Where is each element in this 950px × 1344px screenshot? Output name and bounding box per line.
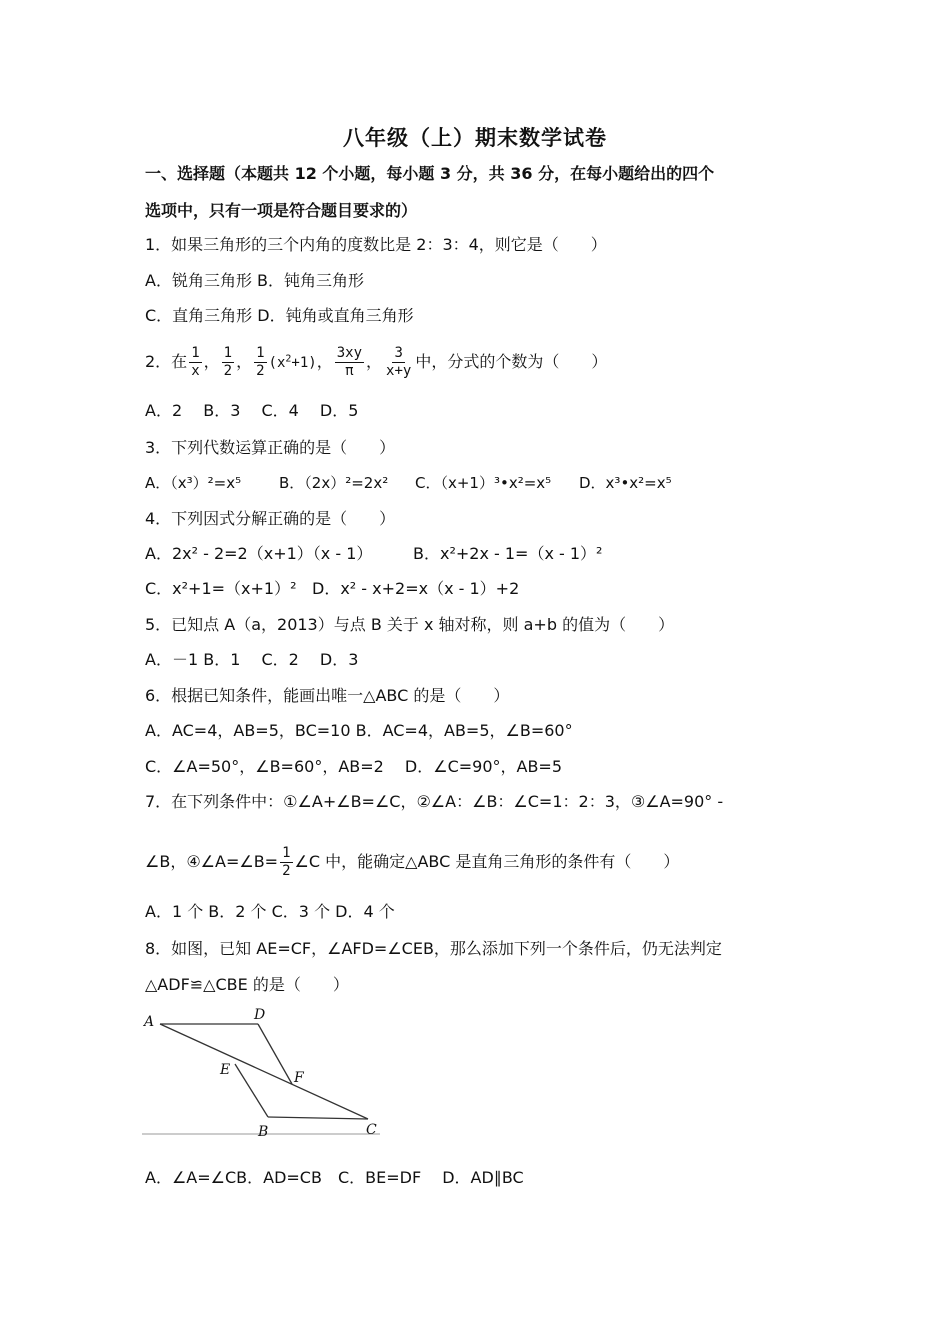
segment-AC	[160, 1024, 368, 1119]
separator: ，	[203, 352, 220, 371]
label-D: D	[254, 1007, 266, 1023]
q6-options-ab: A．AC=4，AB=5，BC=10 B．AC=4，AB=5，∠B=60°	[145, 721, 573, 740]
frac-den: x+y	[386, 363, 412, 379]
frac-den: 2	[223, 363, 233, 379]
frac-num: 3xy	[336, 345, 363, 361]
frac-den: 2	[282, 863, 291, 879]
frac-den: π	[345, 363, 354, 379]
q8-stem-line2: △ADF≌△CBE 的是（ ）	[145, 975, 349, 994]
frac-num: 1	[223, 345, 233, 361]
q3-stem: 3．下列代数运算正确的是（ ）	[145, 438, 396, 457]
q7-options: A．1 个 B．2 个 C．3 个 D．4 个	[145, 902, 395, 921]
frac-den: 2	[256, 363, 265, 379]
q3-option-d: D．x³•x²=x⁵	[579, 474, 672, 492]
segment-BC	[268, 1117, 368, 1119]
q1-options-cd: C．直角三角形 D．钝角或直角三角形	[145, 306, 414, 325]
q2-stem	[145, 342, 607, 383]
q3-option-a: A．（x³）²=x⁵	[145, 474, 242, 492]
q5-options: A．－1 B．1 C．2 D．3	[145, 650, 359, 669]
fraction-1-over-2	[222, 345, 234, 380]
q4-options-ab	[145, 542, 602, 566]
q1-options-ab: A．锐角三角形 B．钝角三角形	[145, 271, 365, 290]
q3-option-c: C．（x+1）³•x²=x⁵	[415, 474, 552, 492]
expr-x-squared-plus-1	[269, 355, 317, 371]
q3-options	[145, 471, 672, 495]
q8-options: A．∠A=∠CB．AD=CB C．BE=DF D．AD∥BC	[145, 1168, 524, 1187]
fraction-3-over-x-plus-y	[384, 345, 413, 380]
fraction-half	[254, 345, 266, 380]
frac-den: x	[191, 363, 200, 379]
label-F: F	[294, 1070, 304, 1086]
q7-stem2-head: ∠B，④∠A=∠B=	[145, 852, 279, 871]
frac-num: 1	[191, 345, 200, 361]
q2-suffix: 中，分式的个数为（ ）	[415, 352, 608, 371]
q2-prefix: 2．在	[145, 352, 188, 371]
expr-sup: 2	[285, 353, 292, 365]
label-E: E	[220, 1062, 231, 1078]
q7-stem-line2	[145, 842, 679, 882]
geometry-figure	[140, 1006, 385, 1141]
separator: ，	[316, 352, 333, 371]
section-heading-line2: 选项中，只有一项是符合题目要求的）	[145, 201, 418, 220]
q4-stem: 4．下列因式分解正确的是（ ）	[145, 509, 396, 528]
segment-EB	[235, 1064, 268, 1117]
q4-option-c: C．x²+1=（x+1）²	[145, 579, 297, 598]
q2-options: A．2 B．3 C．4 D．5	[145, 401, 359, 420]
page-title: 八年级（上）期末数学试卷	[343, 126, 607, 150]
frac-num: 1	[256, 345, 265, 361]
q4-option-d: D．x² ‑ x+2=x（x ‑ 1）+2	[312, 579, 520, 598]
q3-option-b: B．（2x）²=2x²	[279, 474, 389, 492]
q7-stem2-tail: ∠C 中，能确定△ABC 是直角三角形的条件有（ ）	[294, 852, 680, 871]
separator: ，	[236, 352, 253, 371]
q4-option-a: A．2x² ‑ 2=2（x+1）（x ‑ 1）	[145, 544, 373, 563]
expr-tail: +1)	[291, 355, 317, 371]
q7-stem-line1: 7．在下列条件中：①∠A+∠B=∠C，②∠A：∠B：∠C=1：2：3，③∠A=90° ‑	[145, 792, 724, 811]
q1-stem: 1．如果三角形的三个内角的度数比是 2：3：4，则它是（ ）	[145, 235, 607, 254]
q4-options-cd	[145, 577, 519, 601]
label-C: C	[366, 1122, 377, 1138]
expr-head: (x	[268, 355, 286, 371]
frac-num: 3	[394, 345, 403, 361]
fraction-one-half	[280, 845, 292, 880]
label-B: B	[258, 1124, 269, 1140]
q5-stem: 5．已知点 A（a，2013）与点 B 关于 x 轴对称，则 a+b 的值为（ ）	[145, 615, 675, 634]
fraction-3xy-over-pi	[335, 345, 364, 380]
q8-stem-line1: 8．如图，已知 AE=CF，∠AFD=∠CEB，那么添加下列一个条件后，仍无法判定	[145, 939, 722, 958]
q6-stem: 6．根据已知条件，能画出唯一△ABC 的是（ ）	[145, 686, 510, 705]
segment-DF	[258, 1024, 292, 1084]
q6-options-cd: C．∠A=50°，∠B=60°，AB=2 D．∠C=90°，AB=5	[145, 757, 563, 776]
fraction-1-over-x	[189, 345, 201, 380]
separator: ，	[366, 352, 383, 371]
frac-num: 1	[282, 845, 291, 861]
section-heading-line1: 一、选择题（本题共 12 个小题，每小题 3 分，共 36 分，在每小题给出的四个	[145, 164, 715, 183]
label-A: A	[144, 1014, 155, 1030]
q4-option-b: B．x²+2x ‑ 1=（x ‑ 1）²	[413, 544, 603, 563]
